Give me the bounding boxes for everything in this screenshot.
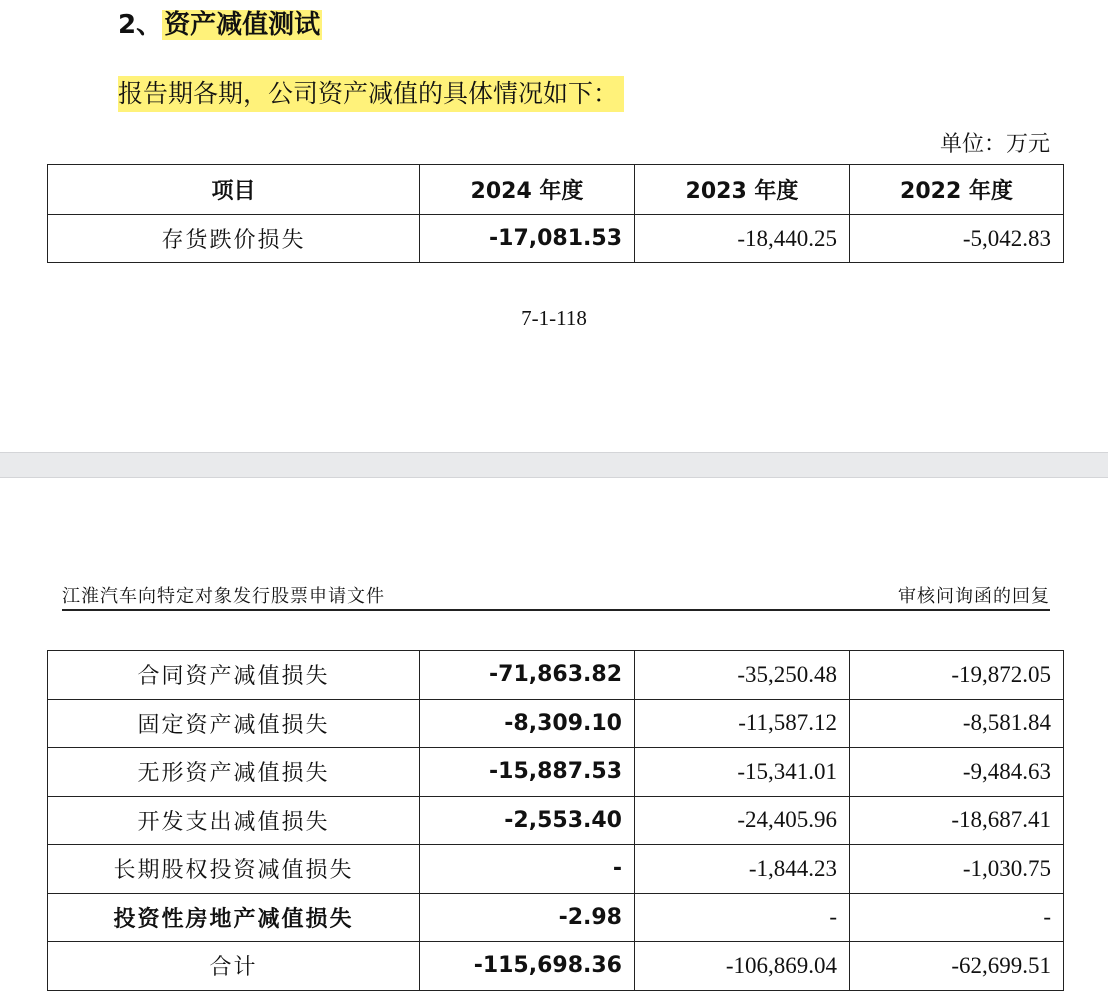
value-2022: -62,699.51 [850,942,1064,991]
row-label: 无形资产减值损失 [48,748,420,797]
document-page-top [0,0,1108,452]
value-2023: -11,587.12 [635,699,850,748]
value-2024: -17,081.53 [420,215,635,263]
section-number: 2、 [118,10,163,40]
value-2024: -8,309.10 [420,699,635,748]
running-header-right: 审核问询函的回复 [898,586,1050,607]
value-2023: -18,440.25 [635,215,850,263]
value-2023: -106,869.04 [635,942,850,991]
unit-note: 单位：万元 [939,132,1050,157]
table-row [48,651,1064,700]
value-2024: -2,553.40 [420,796,635,845]
header-2024: 2024 年度 [420,165,635,215]
row-label: 合同资产减值损失 [48,651,420,700]
table-row [48,796,1064,845]
table-row [48,699,1064,748]
page-separator [0,452,1108,478]
value-2023: - [635,893,850,942]
header-2023: 2023 年度 [635,165,850,215]
value-2024: - [420,845,635,894]
value-2024: -2.98 [420,893,635,942]
value-2022: -5,042.83 [850,215,1064,263]
table-total-row [48,942,1064,991]
table-row [48,893,1064,942]
row-label: 开发支出减值损失 [48,796,420,845]
value-2022: -9,484.63 [850,748,1064,797]
value-2024: -15,887.53 [420,748,635,797]
running-header-left: 江淮汽车向特定对象发行股票申请文件 [62,586,385,607]
page-number: 7-1-118 [521,306,587,330]
value-2023: -35,250.48 [635,651,850,700]
impairment-table-part1 [47,164,1064,263]
value-2024: -71,863.82 [420,651,635,700]
row-label: 长期股权投资减值损失 [48,845,420,894]
document-page-bottom [0,478,1108,1006]
row-label: 合计 [48,942,420,991]
section-heading [118,8,322,42]
value-2022: - [850,893,1064,942]
value-2022: -18,687.41 [850,796,1064,845]
row-label: 固定资产减值损失 [48,699,420,748]
value-2022: -8,581.84 [850,699,1064,748]
value-2024: -115,698.36 [420,942,635,991]
table-header-row [48,165,1064,215]
intro-paragraph: 报告期各期，公司资产减值的具体情况如下： [118,76,624,112]
value-2023: -1,844.23 [635,845,850,894]
header-rule [62,609,1050,611]
table-row [48,748,1064,797]
row-label: 存货跌价损失 [48,215,420,263]
row-label: 投资性房地产减值损失 [48,893,420,942]
table-row [48,845,1064,894]
header-item: 项目 [48,165,420,215]
impairment-table-part2 [47,650,1064,991]
value-2022: -19,872.05 [850,651,1064,700]
header-2022: 2022 年度 [850,165,1064,215]
value-2022: -1,030.75 [850,845,1064,894]
value-2023: -24,405.96 [635,796,850,845]
table-row [48,215,1064,263]
section-title: 资产减值测试 [164,10,321,40]
value-2023: -15,341.01 [635,748,850,797]
